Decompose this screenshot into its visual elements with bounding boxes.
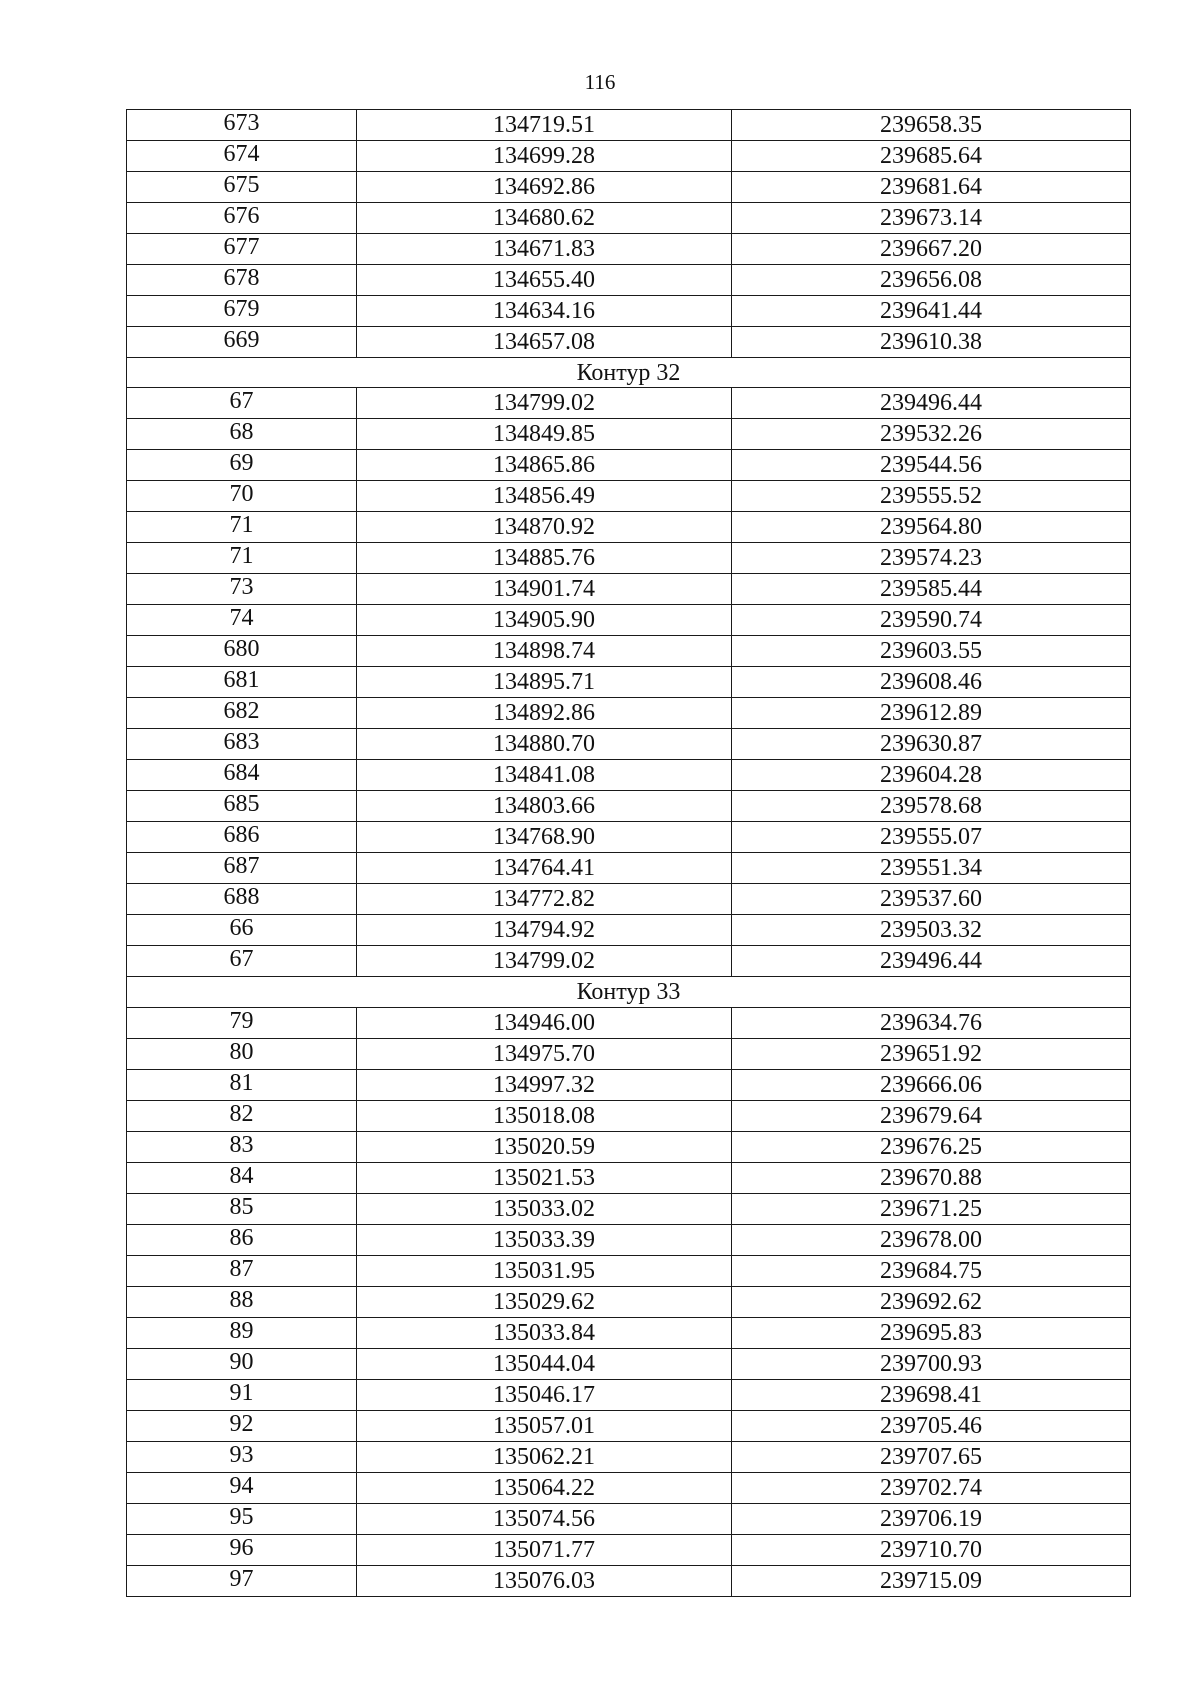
y-coordinate-cell: 239673.14 [732,203,1131,234]
x-coordinate-cell: 134946.00 [357,1007,732,1038]
y-coordinate-cell: 239551.34 [732,853,1131,884]
point-number-cell: 79 [127,1007,357,1038]
y-coordinate-cell: 239695.83 [732,1317,1131,1348]
x-coordinate-cell: 135046.17 [357,1379,732,1410]
point-number-cell: 686 [127,822,357,853]
point-number-cell: 66 [127,915,357,946]
point-number-cell: 73 [127,574,357,605]
table-row [127,1193,1131,1224]
point-number-cell: 87 [127,1255,357,1286]
x-coordinate-cell: 135074.56 [357,1503,732,1534]
table-row [127,946,1131,977]
y-coordinate-cell: 239537.60 [732,884,1131,915]
x-coordinate-cell: 135044.04 [357,1348,732,1379]
y-coordinate-cell: 239604.28 [732,760,1131,791]
table-row [127,1131,1131,1162]
table-row [127,1162,1131,1193]
y-coordinate-cell: 239608.46 [732,667,1131,698]
table-row [127,388,1131,419]
x-coordinate-cell: 134997.32 [357,1069,732,1100]
point-number-cell: 82 [127,1100,357,1131]
x-coordinate-cell: 135064.22 [357,1472,732,1503]
point-number-cell: 679 [127,296,357,327]
x-coordinate-cell: 134905.90 [357,605,732,636]
point-number-cell: 68 [127,419,357,450]
point-number-cell: 91 [127,1379,357,1410]
point-number-cell: 682 [127,698,357,729]
table-row [127,915,1131,946]
table-row [127,1441,1131,1472]
x-coordinate-cell: 135018.08 [357,1100,732,1131]
point-number-cell: 674 [127,141,357,172]
point-number-cell: 673 [127,110,357,141]
x-coordinate-cell: 134634.16 [357,296,732,327]
x-coordinate-cell: 134671.83 [357,234,732,265]
table-row [127,1038,1131,1069]
y-coordinate-cell: 239681.64 [732,172,1131,203]
y-coordinate-cell: 239555.52 [732,481,1131,512]
point-number-cell: 688 [127,884,357,915]
point-number-cell: 88 [127,1286,357,1317]
y-coordinate-cell: 239544.56 [732,450,1131,481]
y-coordinate-cell: 239658.35 [732,110,1131,141]
table-row [127,481,1131,512]
y-coordinate-cell: 239684.75 [732,1255,1131,1286]
x-coordinate-cell: 135021.53 [357,1162,732,1193]
y-coordinate-cell: 239678.00 [732,1224,1131,1255]
table-row [127,1317,1131,1348]
point-number-cell: 684 [127,760,357,791]
point-number-cell: 92 [127,1410,357,1441]
point-number-cell: 80 [127,1038,357,1069]
x-coordinate-cell: 135062.21 [357,1441,732,1472]
table-row [127,605,1131,636]
y-coordinate-cell: 239612.89 [732,698,1131,729]
table-row [127,884,1131,915]
table-row [127,203,1131,234]
y-coordinate-cell: 239702.74 [732,1472,1131,1503]
y-coordinate-cell: 239630.87 [732,729,1131,760]
table-row [127,1472,1131,1503]
table-row [127,636,1131,667]
contour-header-row [127,358,1131,388]
y-coordinate-cell: 239590.74 [732,605,1131,636]
x-coordinate-cell: 134856.49 [357,481,732,512]
table-row [127,729,1131,760]
table-row [127,822,1131,853]
table-row [127,1069,1131,1100]
y-coordinate-cell: 239715.09 [732,1565,1131,1596]
point-number-cell: 71 [127,512,357,543]
y-coordinate-cell: 239564.80 [732,512,1131,543]
y-coordinate-cell: 239710.70 [732,1534,1131,1565]
table-row [127,450,1131,481]
y-coordinate-cell: 239532.26 [732,419,1131,450]
x-coordinate-cell: 135071.77 [357,1534,732,1565]
table-row [127,698,1131,729]
y-coordinate-cell: 239634.76 [732,1007,1131,1038]
y-coordinate-cell: 239685.64 [732,141,1131,172]
table-row [127,1224,1131,1255]
x-coordinate-cell: 134799.02 [357,388,732,419]
table-row [127,853,1131,884]
table-row [127,172,1131,203]
x-coordinate-cell: 134849.85 [357,419,732,450]
table-row [127,141,1131,172]
table-row [127,760,1131,791]
table-row [127,791,1131,822]
x-coordinate-cell: 134764.41 [357,853,732,884]
table-row [127,1007,1131,1038]
point-number-cell: 83 [127,1131,357,1162]
point-number-cell: 96 [127,1534,357,1565]
contour-title: Контур 33 [127,977,1131,1007]
table-row [127,110,1131,141]
x-coordinate-cell: 134699.28 [357,141,732,172]
x-coordinate-cell: 135033.39 [357,1224,732,1255]
point-number-cell: 95 [127,1503,357,1534]
table-row [127,234,1131,265]
y-coordinate-cell: 239610.38 [732,327,1131,358]
contour-header-row [127,977,1131,1007]
y-coordinate-cell: 239496.44 [732,946,1131,977]
y-coordinate-cell: 239574.23 [732,543,1131,574]
x-coordinate-cell: 135031.95 [357,1255,732,1286]
table-row [127,1565,1131,1596]
point-number-cell: 69 [127,450,357,481]
point-number-cell: 71 [127,543,357,574]
x-coordinate-cell: 134680.62 [357,203,732,234]
x-coordinate-cell: 134865.86 [357,450,732,481]
point-number-cell: 74 [127,605,357,636]
table-row [127,1286,1131,1317]
table-row [127,1410,1131,1441]
x-coordinate-cell: 134975.70 [357,1038,732,1069]
x-coordinate-cell: 134803.66 [357,791,732,822]
coordinates-table [126,109,1131,1597]
y-coordinate-cell: 239578.68 [732,791,1131,822]
x-coordinate-cell: 134794.92 [357,915,732,946]
point-number-cell: 683 [127,729,357,760]
table-row [127,574,1131,605]
point-number-cell: 70 [127,481,357,512]
point-number-cell: 85 [127,1193,357,1224]
y-coordinate-cell: 239671.25 [732,1193,1131,1224]
page-number: 116 [584,70,616,94]
y-coordinate-cell: 239667.20 [732,234,1131,265]
point-number-cell: 681 [127,667,357,698]
table-row [127,296,1131,327]
point-number-cell: 84 [127,1162,357,1193]
x-coordinate-cell: 134885.76 [357,543,732,574]
point-number-cell: 685 [127,791,357,822]
x-coordinate-cell: 134772.82 [357,884,732,915]
y-coordinate-cell: 239692.62 [732,1286,1131,1317]
y-coordinate-cell: 239603.55 [732,636,1131,667]
point-number-cell: 81 [127,1069,357,1100]
y-coordinate-cell: 239670.88 [732,1162,1131,1193]
y-coordinate-cell: 239705.46 [732,1410,1131,1441]
y-coordinate-cell: 239698.41 [732,1379,1131,1410]
y-coordinate-cell: 239585.44 [732,574,1131,605]
y-coordinate-cell: 239503.32 [732,915,1131,946]
x-coordinate-cell: 134655.40 [357,265,732,296]
point-number-cell: 675 [127,172,357,203]
point-number-cell: 67 [127,946,357,977]
y-coordinate-cell: 239707.65 [732,1441,1131,1472]
table-row [127,1534,1131,1565]
point-number-cell: 669 [127,327,357,358]
table-row [127,667,1131,698]
point-number-cell: 97 [127,1565,357,1596]
x-coordinate-cell: 134880.70 [357,729,732,760]
table-row [127,1503,1131,1534]
point-number-cell: 90 [127,1348,357,1379]
x-coordinate-cell: 134657.08 [357,327,732,358]
x-coordinate-cell: 134799.02 [357,946,732,977]
table-row [127,543,1131,574]
y-coordinate-cell: 239700.93 [732,1348,1131,1379]
point-number-cell: 677 [127,234,357,265]
y-coordinate-cell: 239555.07 [732,822,1131,853]
table-row [127,1379,1131,1410]
x-coordinate-cell: 134841.08 [357,760,732,791]
x-coordinate-cell: 134692.86 [357,172,732,203]
x-coordinate-cell: 134895.71 [357,667,732,698]
x-coordinate-cell: 134898.74 [357,636,732,667]
coordinates-table-body [127,110,1131,1597]
x-coordinate-cell: 135033.84 [357,1317,732,1348]
point-number-cell: 678 [127,265,357,296]
x-coordinate-cell: 135020.59 [357,1131,732,1162]
y-coordinate-cell: 239676.25 [732,1131,1131,1162]
point-number-cell: 67 [127,388,357,419]
x-coordinate-cell: 135029.62 [357,1286,732,1317]
point-number-cell: 680 [127,636,357,667]
point-number-cell: 86 [127,1224,357,1255]
contour-title: Контур 32 [127,358,1131,388]
point-number-cell: 94 [127,1472,357,1503]
x-coordinate-cell: 134870.92 [357,512,732,543]
x-coordinate-cell: 135076.03 [357,1565,732,1596]
point-number-cell: 676 [127,203,357,234]
table-row [127,1100,1131,1131]
y-coordinate-cell: 239706.19 [732,1503,1131,1534]
x-coordinate-cell: 134768.90 [357,822,732,853]
point-number-cell: 89 [127,1317,357,1348]
point-number-cell: 93 [127,1441,357,1472]
table-row [127,512,1131,543]
y-coordinate-cell: 239679.64 [732,1100,1131,1131]
point-number-cell: 687 [127,853,357,884]
table-row [127,419,1131,450]
x-coordinate-cell: 134892.86 [357,698,732,729]
x-coordinate-cell: 135033.02 [357,1193,732,1224]
y-coordinate-cell: 239666.06 [732,1069,1131,1100]
table-row [127,1348,1131,1379]
x-coordinate-cell: 134719.51 [357,110,732,141]
x-coordinate-cell: 134901.74 [357,574,732,605]
y-coordinate-cell: 239656.08 [732,265,1131,296]
y-coordinate-cell: 239641.44 [732,296,1131,327]
y-coordinate-cell: 239651.92 [732,1038,1131,1069]
x-coordinate-cell: 135057.01 [357,1410,732,1441]
y-coordinate-cell: 239496.44 [732,388,1131,419]
table-row [127,327,1131,358]
table-row [127,265,1131,296]
table-row [127,1255,1131,1286]
